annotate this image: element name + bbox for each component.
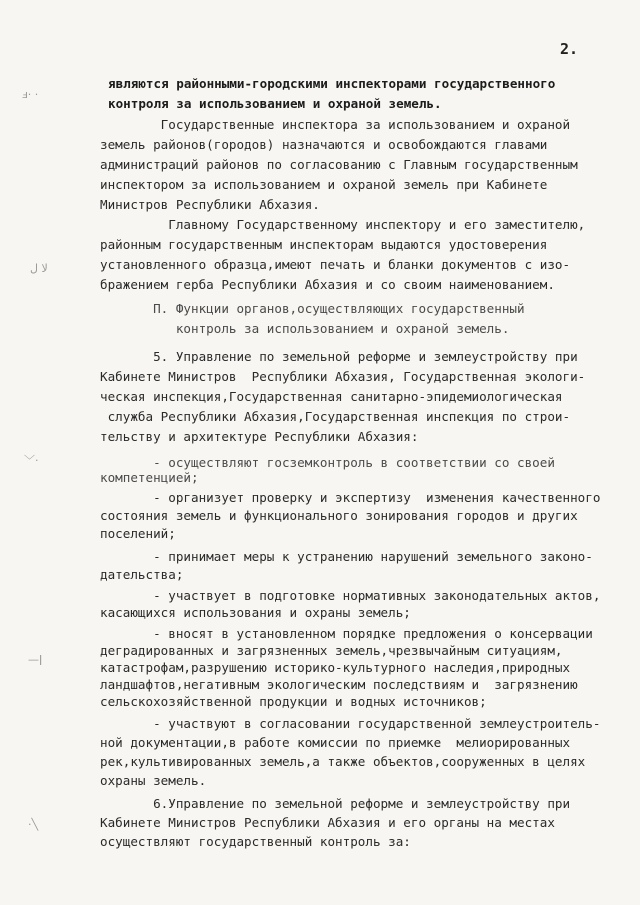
margin-mark: ﹀·: [24, 454, 39, 467]
text-line: - участвует в подготовке нормативных законодательных актов,: [100, 588, 601, 603]
text-line: дательства;: [100, 567, 184, 582]
text-line: ной документации,в работе комиссии по приемке мелиорированных: [100, 735, 571, 750]
text-line: администраций районов по согласованию с Главным государственным: [100, 157, 578, 172]
margin-mark: ⅎ· ·: [22, 88, 39, 101]
text-line: Кабинете Министров Республики Абхазия и его органы на местах: [100, 815, 555, 830]
text-line: касающихся использования и охраны земель;: [100, 605, 411, 620]
margin-mark: ·╲: [28, 818, 39, 831]
text-line: Министров Республики Абхазия.: [100, 197, 320, 212]
text-line: инспектором за использованием и охраной земель при Кабинете: [100, 177, 548, 192]
text-line: - участвуют в согласовании государственной землеустроитель-: [100, 716, 601, 731]
text-line: служба Республики Абхазия,Государственная инспекция по строи-: [100, 409, 571, 424]
text-line: 5. Управление по земельной реформе и землеустройству при: [100, 349, 578, 364]
section-heading: П. Функции органов,осуществляющих государственный: [100, 301, 525, 316]
text-line: катастрофам,разрушению историко-культурного наследия,природных: [100, 660, 571, 675]
text-line: деградированных и загрязненных земель,чрезвычайным ситуациям,: [100, 643, 563, 658]
page-number: 2.: [560, 40, 579, 58]
text-line: 6.Управление по земельной реформе и землеустройству при: [100, 796, 571, 811]
text-line: осуществляют государственный контроль за:: [100, 834, 411, 849]
text-line: земель районов(городов) назначаются и освобождаются главами: [100, 137, 548, 152]
text-line: ческая инспекция,Государственная санитарно-эпидемиологическая: [100, 389, 563, 404]
text-line: охраны земель.: [100, 773, 207, 788]
text-line: являются районными-городскими инспекторами государственного: [108, 76, 556, 91]
text-line: состояния земель и функционального зонирования городов и других: [100, 508, 578, 523]
text-line: рек,культивированных земель,а также объектов,сооруженных в целях: [100, 754, 586, 769]
text-line: тельству и архитектуре Республики Абхазия:: [100, 429, 419, 444]
text-line: бражением герба Республики Абхазия и со своим наименованием.: [100, 277, 555, 292]
text-line: Главному Государственному инспектору и его заместителю,: [100, 217, 586, 232]
margin-mark: —ǀ: [28, 653, 43, 666]
text-line: - вносят в установленном порядке предложения о консервации: [100, 626, 593, 641]
margin-mark: ﻻ ﻝ: [30, 262, 48, 275]
text-line: Государственные инспектора за использованием и охраной: [100, 117, 571, 132]
text-line: - организует проверку и экспертизу изменения качественного: [100, 490, 601, 505]
text-line: - принимает меры к устранению нарушений земельного законо-: [100, 549, 593, 564]
text-line: Кабинете Министров Республики Абхазия, Государственная экологи-: [100, 369, 586, 384]
text-line: компетенцией;: [100, 470, 199, 485]
text-line: поселений;: [100, 526, 176, 541]
text-line: - осуществляют госземконтроль в соответствии со своей: [100, 455, 555, 470]
section-heading: контроль за использованием и охраной земель.: [100, 321, 510, 336]
text-line: ландшафтов,негативным экологическим последствиям и загрязнению: [100, 677, 578, 692]
text-line: сельскохозяйственной продукции и водных источников;: [100, 694, 487, 709]
text-line: контроля за использованием и охраной земель.: [108, 96, 442, 111]
text-line: районным государственным инспекторам выдаются удостоверения: [100, 237, 548, 252]
text-line: установленного образца,имеют печать и бланки документов с изо-: [100, 257, 571, 272]
